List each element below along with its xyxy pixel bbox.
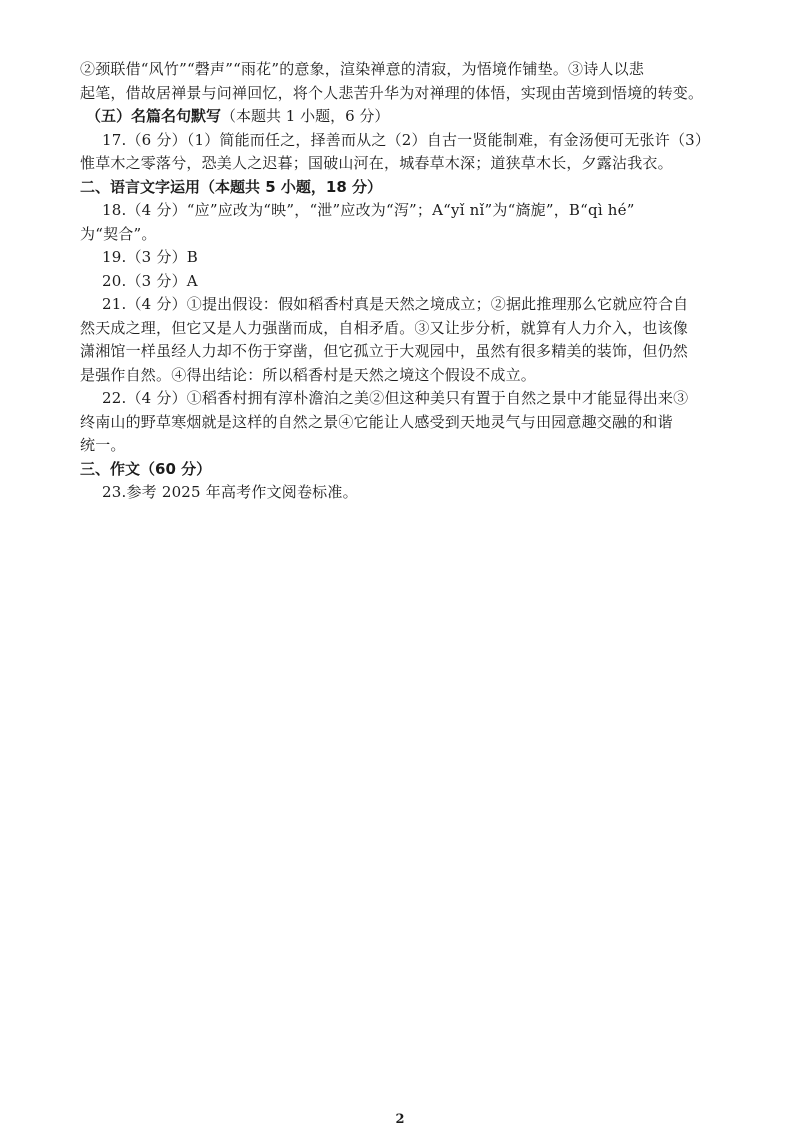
text-line: 起笔，借故居禅景与问禅回忆，将个人悲苦升华为对禅理的体悟，实现由苦境到悟境的转变。 (80, 83, 704, 102)
text-line: 终南山的野草寒烟就是这样的自然之景④它能让人感受到天地灵气与田园意趣交融的和谐 (80, 412, 673, 431)
question-17-answer: 17.（6 分）（1）简能而任之，择善而从之（2）自古一贤能制难，有金汤便可无张许（3） (102, 130, 711, 149)
page-number: 2 (395, 1112, 405, 1127)
section-heading: 二、语言文字运用（本题共 5 小题，18 分） (80, 177, 382, 196)
question-19-answer: 19.（3 分）B (102, 248, 198, 266)
question-18-answer: 18.（4 分）“应”应改为“映”，“泄”应改为“泻”；A“yǐ nǐ”为“旖旎”，B“qì hé” (102, 201, 635, 219)
text-line: 惟草木之零落兮，恐美人之迟暮；国破山河在，城春草木深；道狭草木长，夕露沾我衣。 (80, 154, 673, 172)
subheading-note: （本题共 1 小题，6 分） (221, 107, 390, 125)
section-heading: 三、作文（60 分） (80, 459, 212, 478)
text-line: 潇湘馆一样虽经人力却不伤于穿凿，但它孤立于大观园中，虽然有很多精美的装饰，但仍然 (80, 342, 689, 360)
question-23-answer: 23.参考 2025 年高考作文阅卷标准。 (102, 483, 358, 501)
subheading-title: （五）名篇名句默写 (86, 107, 222, 125)
section-subheading (80, 105, 680, 129)
text-line: 统一。 (80, 436, 126, 454)
text-line: 然天成之理，但它又是人力强凿而成，自相矛盾。③又让步分析，就算有人力介入，也该像 (80, 318, 689, 337)
text-line: ②颈联借“风竹”“磬声”“雨花”的意象，渲染禅意的清寂，为悟境作铺垫。③诗人以悲 (80, 60, 645, 78)
text-line: 是强作自然。④得出结论：所以稻香村是天然之境这个假设不成立。 (80, 365, 537, 384)
text-line: 为“契合”。 (80, 224, 157, 243)
question-22-answer: 22.（4 分）①稻香村拥有淳朴澹泊之美②但这种美只有置于自然之景中才能显得出来③ (102, 389, 689, 407)
question-20-answer: 20.（3 分）A (102, 271, 198, 290)
question-21-answer: 21.（4 分）①提出假设：假如稻香村真是天然之境成立；②据此推理那么它就应符合自 (102, 295, 689, 313)
answer-content (80, 58, 711, 505)
